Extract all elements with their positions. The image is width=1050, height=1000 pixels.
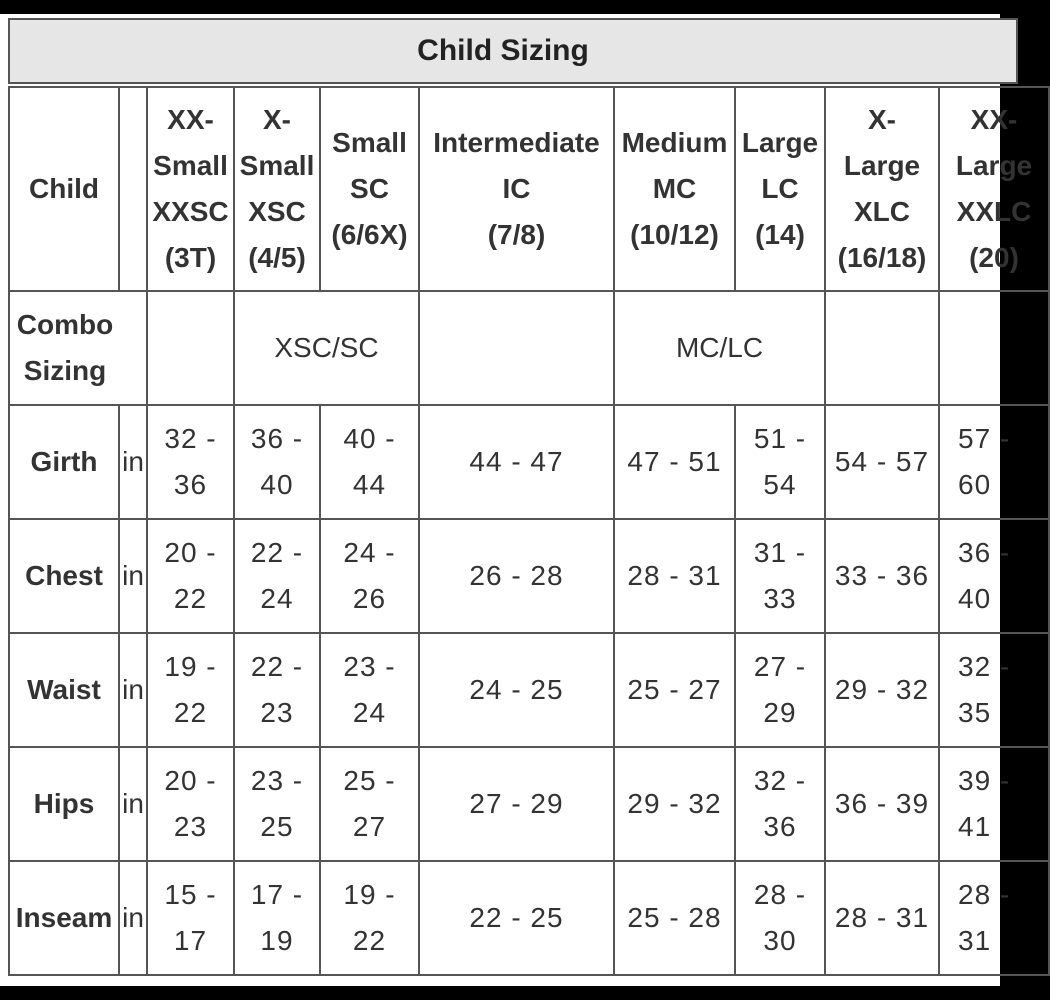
cell-line: 39 - — [958, 765, 1011, 796]
row-label-hips: Hips — [9, 747, 119, 861]
value-cell — [320, 747, 419, 861]
cell-line: 31 - — [753, 537, 807, 568]
size-header-ic — [419, 87, 614, 291]
cell-line: 41 — [958, 811, 992, 842]
cell-line: 25 - 28 — [627, 902, 722, 933]
size-header-xlc — [825, 87, 939, 291]
value-cell — [320, 633, 419, 747]
value-cell — [735, 747, 825, 861]
cell-line: (6/6X) — [331, 219, 408, 250]
cell-line: XLC — [854, 196, 910, 227]
cell-line: 19 - — [164, 651, 217, 682]
value-cell — [419, 633, 614, 747]
sizing-chart — [0, 14, 1033, 986]
value-cell — [147, 405, 234, 519]
row-label-inseam: Inseam — [9, 861, 119, 975]
value-cell — [939, 747, 1049, 861]
cell-line: MC — [652, 173, 697, 204]
cell-line: 28 - 31 — [834, 902, 930, 933]
cell-line: (16/18) — [837, 242, 927, 273]
cell-line: 54 — [763, 469, 797, 500]
value-cell — [614, 861, 735, 975]
value-cell — [234, 405, 320, 519]
cell-line: 44 - 47 — [469, 446, 564, 477]
cell-line: 40 — [260, 469, 294, 500]
cell-line: 51 - — [753, 423, 807, 454]
unit-cell: in — [119, 519, 147, 633]
unit-cell: in — [119, 633, 147, 747]
value-cell — [147, 747, 234, 861]
measurement-row-waist — [9, 633, 1049, 747]
cell-line: 33 - 36 — [834, 560, 930, 591]
cell-line: Small — [239, 150, 315, 181]
value-cell — [939, 633, 1049, 747]
cell-line: Intermediate — [433, 127, 600, 158]
cell-line: (4/5) — [248, 242, 306, 273]
measurement-row-hips — [9, 747, 1049, 861]
value-cell — [234, 633, 320, 747]
value-cell — [320, 861, 419, 975]
value-cell — [825, 861, 939, 975]
size-header-xxlc — [939, 87, 1049, 291]
cell-line: 27 - — [753, 651, 807, 682]
row-label-chest: Chest — [9, 519, 119, 633]
cell-line: 27 — [352, 811, 387, 842]
cell-line: 44 — [352, 469, 387, 500]
cell-line: 22 — [173, 583, 208, 614]
value-cell — [320, 405, 419, 519]
size-header-lc — [735, 87, 825, 291]
value-cell — [939, 405, 1049, 519]
measurement-row-chest — [9, 519, 1049, 633]
cell-line: LC — [761, 173, 799, 204]
sizing-table — [8, 86, 1050, 976]
cell-line: 35 — [958, 697, 992, 728]
cell-line: 25 — [260, 811, 294, 842]
cell-line: XXLC — [956, 196, 1032, 227]
value-cell — [234, 519, 320, 633]
unit-cell: in — [119, 861, 147, 975]
cell-line: 26 — [352, 583, 387, 614]
cell-line: 20 - — [164, 765, 217, 796]
cell-line: Large — [843, 150, 921, 181]
cell-line: 22 — [352, 925, 387, 956]
value-cell — [614, 405, 735, 519]
value-cell — [419, 747, 614, 861]
row-label-combo-sizing — [9, 291, 147, 405]
cell-line: 28 - — [958, 879, 1011, 910]
cell-line: Large — [955, 150, 1033, 181]
cell-line: 36 - — [958, 537, 1011, 568]
unit-cell: in — [119, 747, 147, 861]
size-header-sc — [320, 87, 419, 291]
cell-line: 32 - — [753, 765, 807, 796]
size-header-xxsc — [147, 87, 234, 291]
cell-line: Large — [741, 127, 819, 158]
cell-line: 32 - — [958, 651, 1011, 682]
cell-line: 57 - — [958, 423, 1011, 454]
cell-line: 23 - — [250, 765, 304, 796]
cell-line: 40 - — [343, 423, 396, 454]
value-cell — [825, 633, 939, 747]
value-cell — [825, 519, 939, 633]
cell-line: 60 — [958, 469, 992, 500]
row-label-child: Child — [9, 87, 119, 291]
value-cell — [320, 519, 419, 633]
cell-line: 22 — [173, 697, 208, 728]
cell-line: 31 — [958, 925, 992, 956]
cell-line: IC — [502, 173, 531, 204]
cell-line: 24 — [260, 583, 294, 614]
value-cell — [147, 633, 234, 747]
cell-line: XSC — [248, 196, 306, 227]
cell-line: Small — [153, 150, 228, 181]
cell-line: 27 - 29 — [469, 788, 564, 819]
cell-line: 33 — [763, 583, 797, 614]
chart-title: Child Sizing — [8, 18, 1018, 84]
cell-line: 47 - 51 — [627, 446, 722, 477]
cell-line: 25 - 27 — [627, 674, 722, 705]
cell-line: (3T) — [164, 242, 217, 273]
cell-line: 36 - 39 — [834, 788, 930, 819]
value-cell — [419, 519, 614, 633]
size-header-xsc — [234, 87, 320, 291]
measurement-row-inseam — [9, 861, 1049, 975]
cell-line: 17 — [173, 925, 208, 956]
cell-line: SC — [350, 173, 389, 204]
value-cell — [825, 405, 939, 519]
value-cell — [939, 861, 1049, 975]
cell-line: 26 - 28 — [469, 560, 564, 591]
cell-line: 24 — [352, 697, 387, 728]
size-header-mc — [614, 87, 735, 291]
cell-line: 25 - — [343, 765, 396, 796]
unit-header-cell — [119, 87, 147, 291]
cell-line: 29 - 32 — [834, 674, 930, 705]
cell-line: 23 — [260, 697, 294, 728]
cell-line: 23 - — [343, 651, 396, 682]
combo-cell-empty — [939, 291, 1049, 405]
cell-line: 24 - 25 — [469, 674, 564, 705]
combo-sizing-row — [9, 291, 1049, 405]
value-cell — [825, 747, 939, 861]
cell-line: XX- — [167, 104, 214, 135]
value-cell — [147, 861, 234, 975]
cell-line: Combo — [16, 309, 114, 340]
cell-line: Small — [332, 127, 407, 158]
cell-line: 54 - 57 — [834, 446, 930, 477]
cell-line: 22 - 25 — [469, 902, 564, 933]
cell-line: 29 — [763, 697, 797, 728]
cell-line: (14) — [755, 219, 805, 250]
value-cell — [735, 861, 825, 975]
cell-line: 15 - — [164, 879, 217, 910]
value-cell — [147, 519, 234, 633]
cell-line: 17 - — [250, 879, 304, 910]
size-header-row — [9, 87, 1049, 291]
cell-line: 22 - — [250, 537, 304, 568]
cell-line: 28 - 31 — [627, 560, 722, 591]
value-cell — [735, 519, 825, 633]
cell-line: X- — [263, 104, 291, 135]
cell-line: X- — [868, 104, 896, 135]
cell-line: Medium — [621, 127, 728, 158]
row-label-girth: Girth — [9, 405, 119, 519]
cell-line: 19 — [260, 925, 294, 956]
cell-line: 30 — [763, 925, 797, 956]
value-cell — [614, 519, 735, 633]
measurement-row-girth — [9, 405, 1049, 519]
cell-line: 40 — [958, 583, 992, 614]
value-cell — [735, 633, 825, 747]
cell-line: Sizing — [23, 355, 107, 386]
cell-line: 24 - — [343, 537, 396, 568]
combo-group-mc-lc: MC/LC — [614, 291, 825, 405]
value-cell — [735, 405, 825, 519]
value-cell — [419, 861, 614, 975]
cell-line: (7/8) — [487, 219, 546, 250]
cell-line: 20 - — [164, 537, 217, 568]
cell-line: XX- — [970, 104, 1018, 135]
value-cell — [614, 633, 735, 747]
combo-group-xsc-sc: XSC/SC — [234, 291, 419, 405]
unit-cell: in — [119, 405, 147, 519]
combo-cell-empty — [419, 291, 614, 405]
cell-line: 19 - — [343, 879, 396, 910]
combo-cell-empty — [825, 291, 939, 405]
value-cell — [234, 747, 320, 861]
combo-cell-empty — [147, 291, 234, 405]
cell-line: 23 — [173, 811, 208, 842]
cell-line: (20) — [969, 242, 1019, 273]
cell-line: (10/12) — [630, 219, 719, 250]
row-label-waist: Waist — [9, 633, 119, 747]
cell-line: 32 - — [164, 423, 217, 454]
value-cell — [939, 519, 1049, 633]
cell-line: XXSC — [152, 196, 229, 227]
cell-line: 28 - — [753, 879, 807, 910]
cell-line: 22 - — [250, 651, 304, 682]
cell-line: 29 - 32 — [627, 788, 722, 819]
cell-line: 36 - — [250, 423, 304, 454]
cell-line: 36 — [173, 469, 208, 500]
value-cell — [419, 405, 614, 519]
value-cell — [234, 861, 320, 975]
value-cell — [614, 747, 735, 861]
cell-line: 36 — [763, 811, 797, 842]
